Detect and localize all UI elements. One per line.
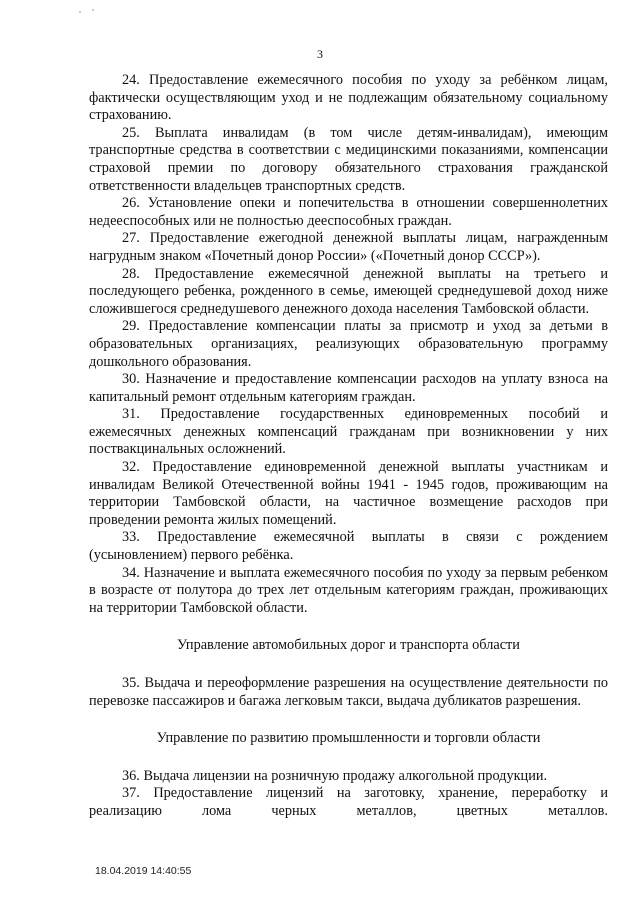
list-item-32: 32. Предоставление единовременной денежной выплаты участникам и инвалидам Великой Отечественной войны 1941 - 1945 годов, проживающим на территории Тамбовской области, на частичное возмещение расходов при проведении ремонта жилых помещений. xyxy=(89,459,608,528)
list-item-26: 26. Установление опеки и попечительства в отношении совершеннолетних недееспособных или не полностью дееспособных граждан. xyxy=(89,195,608,229)
list-item-28: 28. Предоставление ежемесячной денежной выплаты на третьего и последующего ребенка, рожденного в семье, имеющей среднедушевой доход ниже сложившегося среднедушевого денежного дохода населения Тамбовской области. xyxy=(89,265,608,317)
section-heading-industry: Управление по развитию промышленности и торговли области xyxy=(156,730,541,747)
scan-speck xyxy=(79,11,81,13)
list-item-33: 33. Предоставление ежемесячной выплаты в связи с рождением (усыновлением) первого ребёнка. xyxy=(89,529,608,564)
list-item-34: 34. Назначение и выплата ежемесячного пособия по уходу за первым ребенком в возрасте от полутора до трех лет отдельным категориям граждан, проживающих на территории Тамбовской области. xyxy=(89,564,608,616)
list-item-37: 37. Предоставление лицензий на заготовку, хранение, переработку и реализацию лома черных металлов, цветных металлов. xyxy=(89,785,608,819)
list-item-24: 24. Предоставление ежемесячного пособия по уходу за ребёнком лицам, фактически осуществляющим уход и не подлежащим обязательному социальному страхованию. xyxy=(89,72,608,124)
list-item-27: 27. Предоставление ежегодной денежной выплаты лицам, награжденным нагрудным знаком «Почетный донор России» («Почетный донор СССР»). xyxy=(89,230,608,264)
list-item-35: 35. Выдача и переоформление разрешения на осуществление деятельности по перевозке пассажиров и багажа легковым такси, выдача дубликатов разрешения. xyxy=(89,675,608,709)
document-body xyxy=(89,72,608,821)
list-item-25: 25. Выплата инвалидам (в том числе детям-инвалидам), имеющим транспортные средства в соответствии с медицинскими показаниями, компенсации страховой премии по договору обязательного страхования гражданской ответственности владельцев транспортных средств. xyxy=(89,124,608,194)
page-number: 3 xyxy=(317,47,323,61)
list-item-30: 30. Назначение и предоставление компенсации расходов на уплату взноса на капитальный ремонт отдельным категориям граждан. xyxy=(89,371,608,405)
scan-speck xyxy=(92,9,94,11)
section-heading-roads: Управление автомобильных дорог и транспорта области xyxy=(177,637,520,654)
list-item-36: 36. Выдача лицензии на розничную продажу алкогольной продукции. xyxy=(122,767,548,784)
list-item-29: 29. Предоставление компенсации платы за присмотр и уход за детьми в образовательных организациях, реализующих образовательную программу дошкольного образования. xyxy=(89,318,608,370)
list-item-31: 31. Предоставление государственных единовременных пособий и ежемесячных денежных компенсаций гражданам при возникновении у них поствакцинальных осложнений. xyxy=(89,406,608,458)
print-timestamp: 18.04.2019 14:40:55 xyxy=(95,865,192,877)
